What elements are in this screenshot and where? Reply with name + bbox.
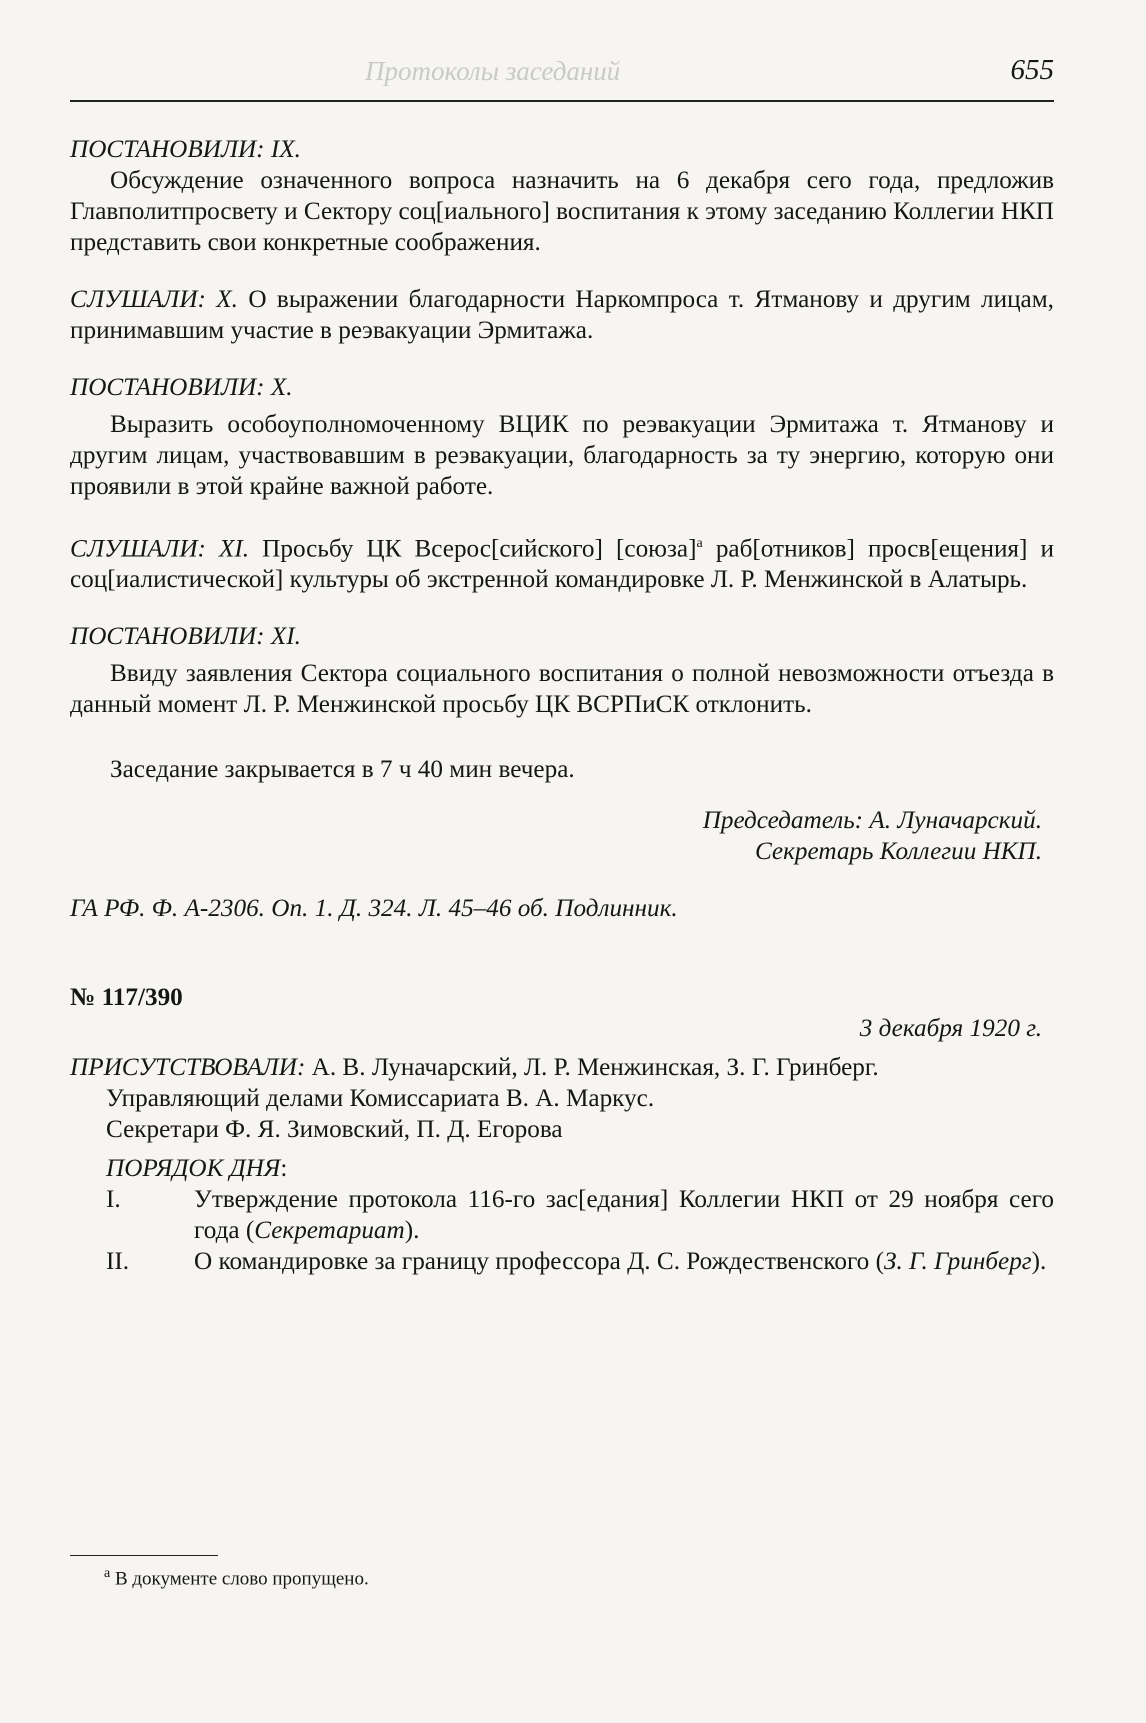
resolved-text-9: Обсуждение означенного вопроса назначить на 6 декабря сего года, предложив Главполитпросвету и Сектору соц[иального] воспитания к этому заседанию Коллегии НКП представить свои конкретные соображения. [70, 167, 1054, 256]
heard-heading-11: СЛУШАЛИ: XI. [70, 535, 250, 563]
heard-heading-10: СЛУШАЛИ: X. [70, 286, 238, 313]
secretary-signature: Секретарь Коллегии НКП. [754, 838, 1042, 866]
agenda-heading [70, 1153, 1054, 1184]
resolved-text-11: Ввиду заявления Сектора социального воспитания о полной невозможности отъезда в данный момент Л. Р. Менжинской просьбу ЦК ВСРПиСК отклонить. [70, 660, 1054, 719]
agenda-item-speaker: З. Г. Гринберг [883, 1248, 1032, 1276]
footnote-ref: а [696, 536, 703, 551]
archive-reference: ГА РФ. Ф. А-2306. Оп. 1. Д. 324. Л. 45–46 об. Подлинник. [70, 895, 678, 923]
chair-signature: Председатель: А. Луначарский. [702, 807, 1042, 835]
agenda-label: ПОРЯДОК ДНЯ [106, 1155, 281, 1183]
agenda-item [70, 1246, 1054, 1277]
present-line-3: Секретари Ф. Я. Зимовский, П. Д. Егорова [106, 1116, 563, 1144]
agenda-item-main: О командировке за границу профессора Д. С. Рождественского ( [194, 1248, 884, 1276]
heard-text-11a: Просьбу ЦК Всерос[сийского] [союза] [249, 535, 697, 563]
document-number: № 117/390 [70, 984, 183, 1012]
present-line [70, 1052, 1054, 1083]
resolved-text-10: Выразить особоуполномоченному ВЦИК по реэвакуации Эрмитажа т. Ятманову и другим лицам, участвовавшим в реэвакуации, благодарность за ту энергию, которую они проявили в этой крайне важной работе. [70, 411, 1054, 500]
agenda-item-text [194, 1246, 1054, 1277]
agenda-item-end: ). [404, 1217, 420, 1245]
heard-text-10: О выражении благодарности Наркомпроса т. Ятманову и другим лицам, принимавшим участие в реэвакуации Эрмитажа. [70, 286, 1054, 344]
heard-text-11b: раб[отников] просв[ещения] и соц[иалистической] культуры об экстренной командировке Л. Р. Менжинской в Алатырь. [70, 535, 1054, 594]
resolved-heading-9: ПОСТАНОВИЛИ: IX. [70, 136, 301, 163]
footnote-rule [70, 1555, 218, 1556]
resolved-heading-10: ПОСТАНОВИЛИ: X. [70, 374, 293, 401]
agenda-item-end: ). [1031, 1248, 1047, 1276]
running-title: Протоколы заседаний [365, 56, 621, 86]
footnote [104, 1566, 369, 1590]
agenda-item [70, 1184, 1054, 1246]
document-date: 3 декабря 1920 г. [859, 1015, 1042, 1043]
page-number: 655 [1010, 54, 1054, 86]
page-body [70, 134, 1054, 1277]
heard-item-10 [70, 284, 1054, 346]
agenda-item-number: II. [106, 1248, 130, 1276]
header-rule [70, 100, 1054, 102]
footnote-mark: а [104, 1566, 111, 1581]
agenda-item-speaker: Секретариат [254, 1217, 405, 1245]
present-label: ПРИСУТСТВОВАЛИ: [70, 1054, 306, 1082]
agenda-item-text [194, 1184, 1054, 1246]
agenda-item-number: I. [106, 1186, 121, 1214]
present-names: А. В. Луначарский, Л. Р. Менжинская, З. Г. Гринберг. [305, 1054, 879, 1082]
agenda-item-main: Утверждение протокола 116-го зас[едания] Коллегии НКП от 29 ноября сего года ( [194, 1186, 1054, 1245]
present-line-2: Управляющий делами Комиссариата В. А. Маркус. [106, 1085, 655, 1113]
resolved-heading-11: ПОСТАНОВИЛИ: XI. [70, 623, 301, 651]
footnote-text: В документе слово пропущено. [110, 1568, 369, 1590]
agenda-colon: : [280, 1155, 288, 1183]
heard-item-11 [70, 528, 1054, 595]
closing-line: Заседание закрывается в 7 ч 40 мин вечера. [110, 756, 575, 784]
